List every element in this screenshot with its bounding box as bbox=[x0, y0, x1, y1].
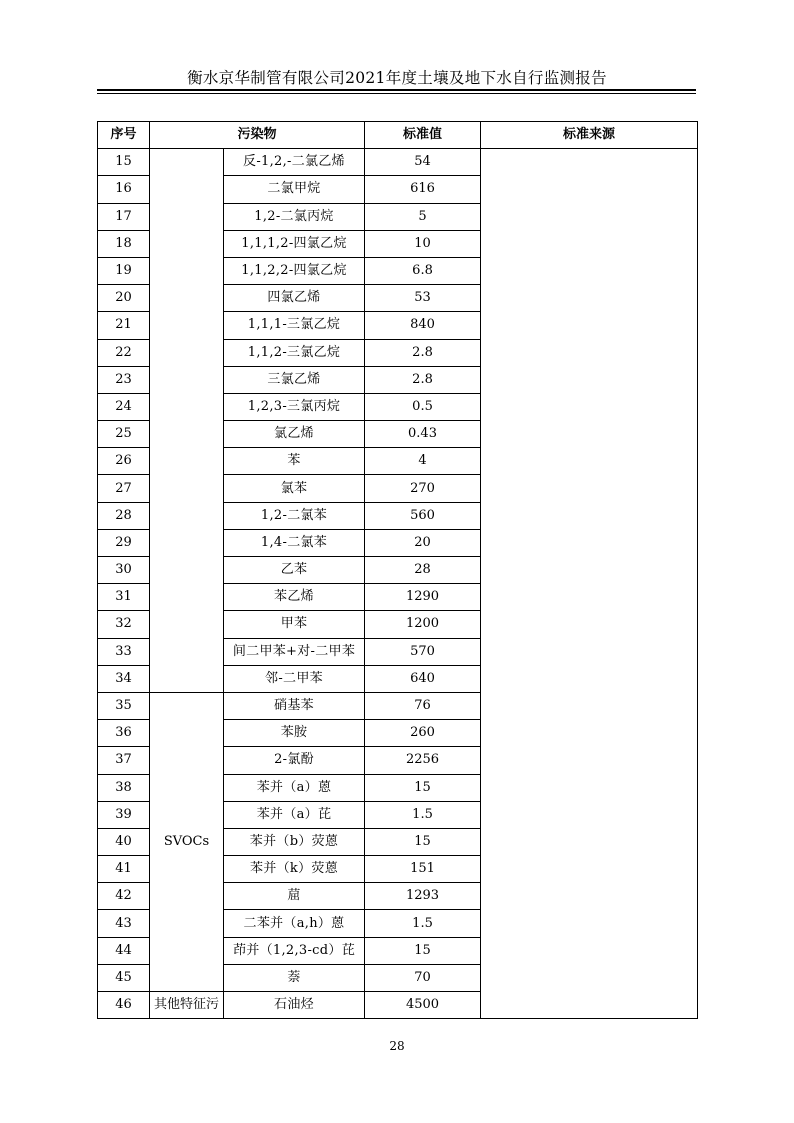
row-number: 26 bbox=[98, 448, 150, 475]
standard-value: 15 bbox=[365, 828, 481, 855]
standard-value: 70 bbox=[365, 964, 481, 991]
standard-value: 151 bbox=[365, 856, 481, 883]
row-number: 32 bbox=[98, 611, 150, 638]
pollutant-name: 间二甲苯+对-二甲苯 bbox=[224, 638, 365, 665]
standard-value: 76 bbox=[365, 692, 481, 719]
row-number: 15 bbox=[98, 149, 150, 176]
header-rule bbox=[97, 89, 696, 91]
pollutant-name: 硝基苯 bbox=[224, 692, 365, 719]
standard-value: 28 bbox=[365, 557, 481, 584]
standard-value: 1.5 bbox=[365, 801, 481, 828]
row-number: 42 bbox=[98, 883, 150, 910]
pollutant-name: 邻-二甲苯 bbox=[224, 665, 365, 692]
row-number: 29 bbox=[98, 529, 150, 556]
row-number: 16 bbox=[98, 176, 150, 203]
row-number: 31 bbox=[98, 584, 150, 611]
header-rule-thin bbox=[97, 93, 696, 94]
group-cell-voc bbox=[150, 149, 224, 693]
standard-value: 15 bbox=[365, 774, 481, 801]
standard-value: 6.8 bbox=[365, 257, 481, 284]
row-number: 43 bbox=[98, 910, 150, 937]
row-number: 33 bbox=[98, 638, 150, 665]
standard-source-cell bbox=[481, 149, 698, 1019]
pollutant-name: 苯 bbox=[224, 448, 365, 475]
pollutant-name: 乙苯 bbox=[224, 557, 365, 584]
pollutant-name: 1,1,1,2-四氯乙烷 bbox=[224, 230, 365, 257]
standard-value: 270 bbox=[365, 475, 481, 502]
pollutant-name: 1,4-二氯苯 bbox=[224, 529, 365, 556]
pollutant-name: 四氯乙烯 bbox=[224, 285, 365, 312]
pollutant-name: 石油烃 bbox=[224, 992, 365, 1019]
row-number: 22 bbox=[98, 339, 150, 366]
row-number: 34 bbox=[98, 665, 150, 692]
row-number: 36 bbox=[98, 720, 150, 747]
standard-value: 2.8 bbox=[365, 339, 481, 366]
row-number: 19 bbox=[98, 257, 150, 284]
standard-value: 640 bbox=[365, 665, 481, 692]
row-number: 41 bbox=[98, 856, 150, 883]
pollutant-name: 氯乙烯 bbox=[224, 421, 365, 448]
row-number: 28 bbox=[98, 502, 150, 529]
standard-value: 616 bbox=[365, 176, 481, 203]
pollutant-name: 1,2,3-三氯丙烷 bbox=[224, 393, 365, 420]
standard-value: 53 bbox=[365, 285, 481, 312]
standard-value: 10 bbox=[365, 230, 481, 257]
pollutant-name: 苯胺 bbox=[224, 720, 365, 747]
col-header-source: 标准来源 bbox=[481, 122, 698, 149]
row-number: 25 bbox=[98, 421, 150, 448]
standards-table bbox=[97, 121, 698, 1019]
pollutant-name: 萘 bbox=[224, 964, 365, 991]
row-number: 35 bbox=[98, 692, 150, 719]
standard-value: 4500 bbox=[365, 992, 481, 1019]
pollutant-name: 䓛 bbox=[224, 883, 365, 910]
row-number: 18 bbox=[98, 230, 150, 257]
pollutant-name: 甲苯 bbox=[224, 611, 365, 638]
standard-value: 5 bbox=[365, 203, 481, 230]
row-number: 17 bbox=[98, 203, 150, 230]
pollutant-name: 1,1,2,2-四氯乙烷 bbox=[224, 257, 365, 284]
col-header-pollutant: 污染物 bbox=[150, 122, 365, 149]
pollutant-name: 1,1,2-三氯乙烷 bbox=[224, 339, 365, 366]
standard-value: 2256 bbox=[365, 747, 481, 774]
col-header-no: 序号 bbox=[98, 122, 150, 149]
standard-value: 260 bbox=[365, 720, 481, 747]
row-number: 37 bbox=[98, 747, 150, 774]
pollutant-name: 二氯甲烷 bbox=[224, 176, 365, 203]
table-row bbox=[98, 149, 698, 176]
pollutant-name: 2-氯酚 bbox=[224, 747, 365, 774]
row-number: 24 bbox=[98, 393, 150, 420]
standard-value: 0.43 bbox=[365, 421, 481, 448]
standard-value: 4 bbox=[365, 448, 481, 475]
row-number: 44 bbox=[98, 937, 150, 964]
pollutant-name: 二苯并（a,h）蒽 bbox=[224, 910, 365, 937]
standard-value: 570 bbox=[365, 638, 481, 665]
group-cell-svocs: SVOCs bbox=[150, 692, 224, 991]
pollutant-name: 苯并（b）荧蒽 bbox=[224, 828, 365, 855]
table-body bbox=[98, 149, 698, 1019]
standard-value: 840 bbox=[365, 312, 481, 339]
standard-value: 1290 bbox=[365, 584, 481, 611]
row-number: 20 bbox=[98, 285, 150, 312]
standard-value: 2.8 bbox=[365, 366, 481, 393]
standard-value: 1293 bbox=[365, 883, 481, 910]
pollutant-name: 苯并（a）芘 bbox=[224, 801, 365, 828]
row-number: 45 bbox=[98, 964, 150, 991]
page-number: 28 bbox=[389, 1039, 405, 1053]
pollutant-name: 三氯乙烯 bbox=[224, 366, 365, 393]
standard-value: 20 bbox=[365, 529, 481, 556]
pollutant-name: 苯并（k）荧蒽 bbox=[224, 856, 365, 883]
pollutant-name: 1,1,1-三氯乙烷 bbox=[224, 312, 365, 339]
row-number: 23 bbox=[98, 366, 150, 393]
pollutant-name: 1,2-二氯丙烷 bbox=[224, 203, 365, 230]
pollutant-name: 反-1,2,-二氯乙烯 bbox=[224, 149, 365, 176]
table-header-row bbox=[98, 122, 698, 149]
pollutant-name: 苯乙烯 bbox=[224, 584, 365, 611]
row-number: 30 bbox=[98, 557, 150, 584]
row-number: 40 bbox=[98, 828, 150, 855]
standard-value: 54 bbox=[365, 149, 481, 176]
standard-value: 1.5 bbox=[365, 910, 481, 937]
row-number: 38 bbox=[98, 774, 150, 801]
standard-value: 560 bbox=[365, 502, 481, 529]
col-header-value: 标准值 bbox=[365, 122, 481, 149]
report-header-title: 衡水京华制管有限公司2021年度土壤及地下水自行监测报告 bbox=[187, 69, 607, 87]
row-number: 39 bbox=[98, 801, 150, 828]
group-cell-other: 其他特征污 bbox=[150, 992, 224, 1019]
pollutant-name: 苯并（a）蒽 bbox=[224, 774, 365, 801]
row-number: 46 bbox=[98, 992, 150, 1019]
row-number: 21 bbox=[98, 312, 150, 339]
pollutant-name: 1,2-二氯苯 bbox=[224, 502, 365, 529]
standard-value: 15 bbox=[365, 937, 481, 964]
standard-value: 1200 bbox=[365, 611, 481, 638]
pollutant-name: 氯苯 bbox=[224, 475, 365, 502]
row-number: 27 bbox=[98, 475, 150, 502]
standard-value: 0.5 bbox=[365, 393, 481, 420]
pollutant-name: 茚并（1,2,3-cd）芘 bbox=[224, 937, 365, 964]
